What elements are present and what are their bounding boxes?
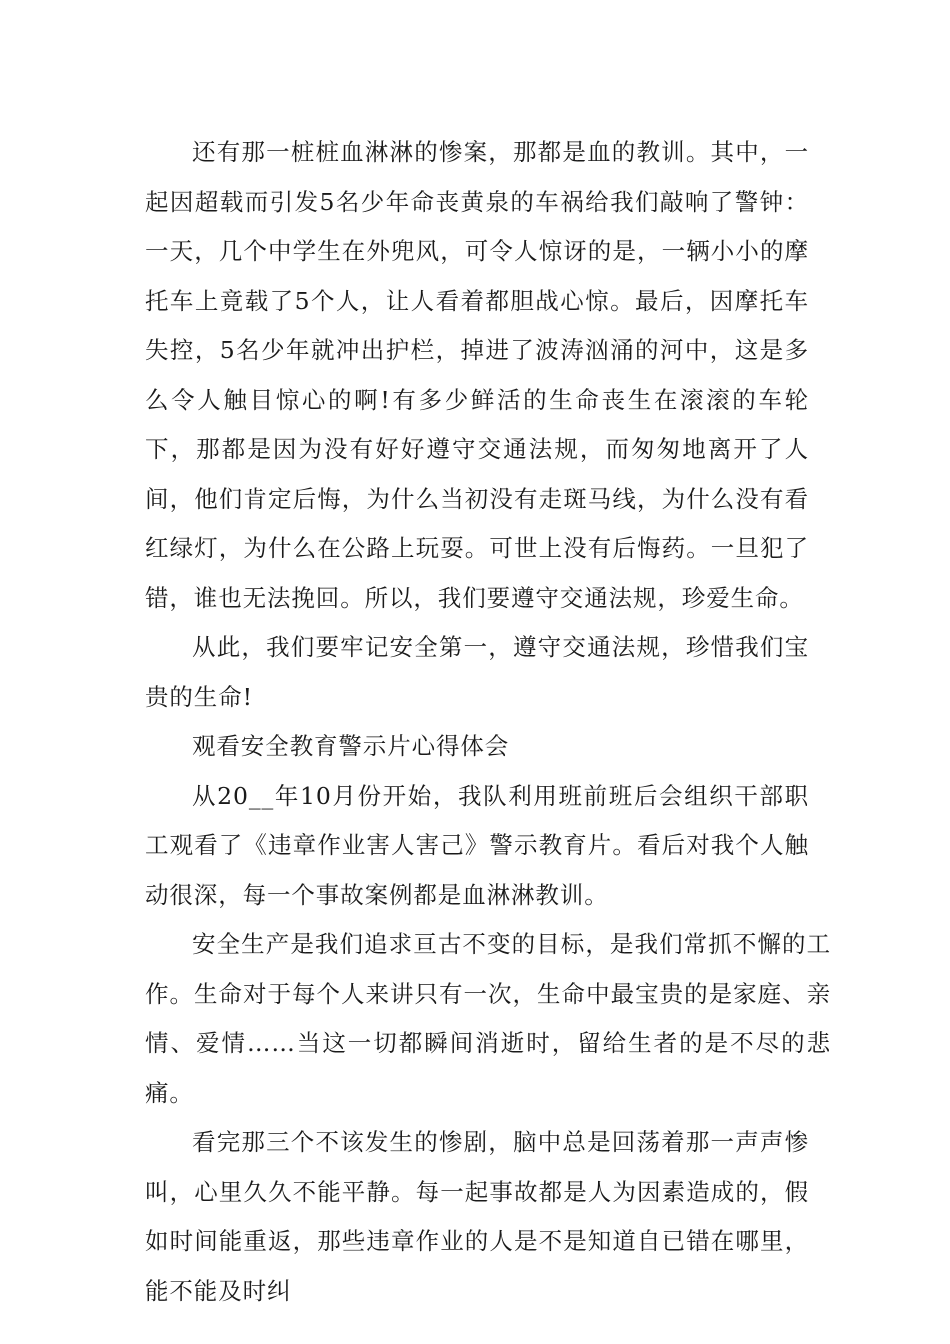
section-heading: 观看安全教育警示片心得体会: [192, 732, 510, 760]
paragraph-conclusion: 从此，我们要牢记安全第一，遵守交通法规，珍惜我们宝贵的生命!: [145, 633, 809, 711]
document-body: [145, 128, 831, 1316]
paragraph-reflection: 看完那三个不该发生的惨剧，脑中总是回荡着那一声声惨叫，心里久久不能平静。每一起事故都是人为因素造成的，假如时间能重返，那些违章作业的人是不是知道自已错在哪里，能不能及时纠: [145, 1128, 809, 1305]
paragraph-safety-production: 安全生产是我们追求亘古不变的目标，是我们常抓不懈的工作。生命对于每个人来讲只有一次，生命中最宝贵的是家庭、亲情、爱情……当这一切都瞬间消逝时，留给生者的是不尽的悲痛。: [145, 930, 831, 1107]
paragraph-accident-case: 还有那一桩桩血淋淋的惨案，那都是血的教训。其中，一起因超载而引发5名少年命丧黄泉的车祸给我们敲响了警钟：一天，几个中学生在外兜风，可令人惊讶的是，一辆小小的摩托车上竟载了5个人，让人看着都胆战心惊。最后，因摩托车失控，5名少年就冲出护栏，掉进了波涛汹涌的河中，这是多么令人触目惊心的啊!有多少鲜活的生命丧生在滚滚的车轮下，那都是因为没有好好遵守交通法规，而匆匆地离开了人间，他们肯定后悔，为什么当初没有走斑马线，为什么没有看红绿灯，为什么在公路上玩耍。可世上没有后悔药。一旦犯了错，谁也无法挽回。所以，我们要遵守交通法规，珍爱生命。: [145, 138, 809, 612]
paragraph-viewing-intro: 从20__年10月份开始，我队利用班前班后会组织干部职工观看了《违章作业害人害己》警示教育片。看后对我个人触动很深，每一个事故案例都是血淋淋教训。: [145, 781, 809, 909]
